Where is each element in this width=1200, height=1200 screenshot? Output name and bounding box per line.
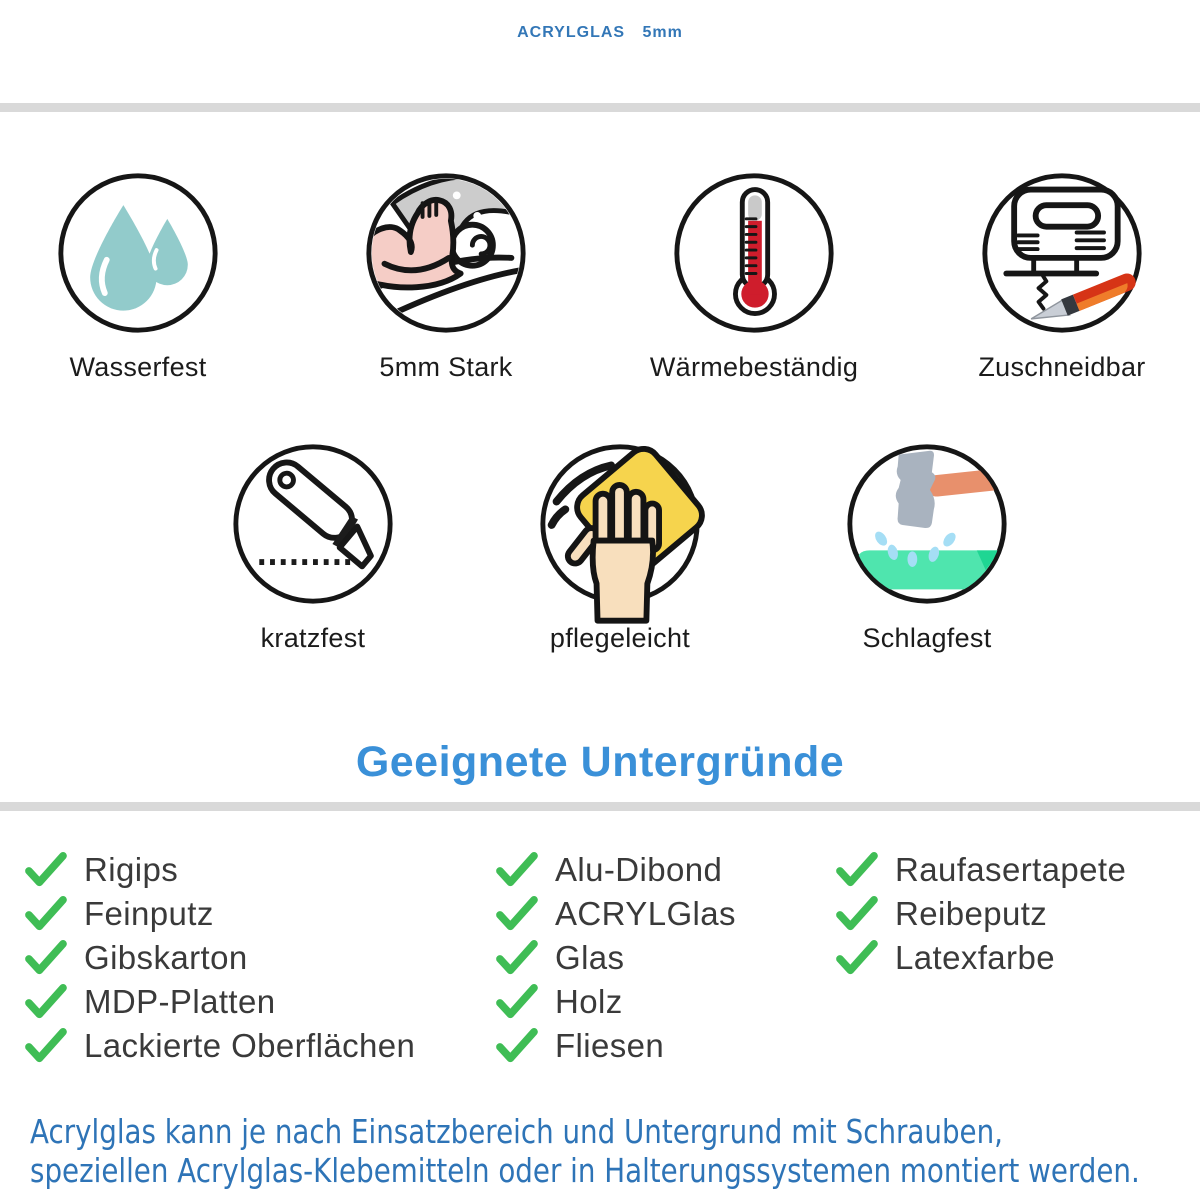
check-icon (836, 940, 878, 976)
feature-label: Zuschneidbar (978, 352, 1146, 382)
substrate-label: Fliesen (555, 1027, 665, 1064)
substrate-label: Raufasertapete (895, 851, 1127, 888)
check-icon (496, 1028, 538, 1064)
list-item (836, 936, 1126, 980)
list-item (836, 848, 1126, 892)
feature-row-1 (22, 170, 1178, 383)
feature-thickness (330, 170, 562, 383)
feature-label: Wärmebeständig (649, 352, 859, 382)
check-icon (496, 896, 538, 932)
check-icon (836, 852, 878, 888)
list-item (496, 980, 736, 1024)
list-item (25, 848, 415, 892)
substrate-label: Holz (555, 983, 623, 1020)
substrate-label: Glas (555, 939, 625, 976)
feature-waterproof (22, 170, 254, 383)
check-icon (496, 852, 538, 888)
feature-label: Wasserfest (69, 352, 207, 382)
water-drops-icon (55, 170, 221, 336)
check-icon (496, 984, 538, 1020)
check-icon (25, 1028, 67, 1064)
list-item (836, 892, 1126, 936)
jigsaw-icon (979, 170, 1145, 336)
footer-note (30, 1112, 1140, 1190)
feature-label: pflegeleicht (549, 623, 691, 653)
substrate-label: Reibeputz (895, 895, 1048, 932)
check-icon (25, 852, 67, 888)
substrate-label: ACRYLGlas (555, 895, 736, 932)
substrate-column-1 (25, 848, 415, 1068)
footer-line: Acrylglas kann je nach Einsatzbereich und Untergrund mit Schrauben, (30, 1112, 1003, 1151)
feature-impact-resistant (811, 441, 1043, 654)
substrate-column-3 (836, 848, 1126, 980)
check-icon (25, 896, 67, 932)
muscle-arm-icon (363, 170, 529, 336)
substrate-label: Feinputz (84, 895, 214, 932)
check-icon (25, 984, 67, 1020)
list-item (496, 936, 736, 980)
list-item (496, 1024, 736, 1068)
feature-label: kratzfest (260, 623, 366, 653)
feature-row-2 (197, 441, 1043, 654)
check-icon (496, 940, 538, 976)
list-item (496, 848, 736, 892)
feature-easy-care (504, 441, 736, 654)
substrate-label: Lackierte Oberflächen (84, 1027, 416, 1064)
list-item (25, 936, 415, 980)
feature-scratch-resistant (197, 441, 429, 654)
check-icon (836, 896, 878, 932)
divider (0, 802, 1200, 811)
substrate-label: MDP-Platten (84, 983, 276, 1020)
feature-label: 5mm Stark (379, 352, 513, 382)
feature-label: Schlagfest (862, 623, 992, 653)
hammer-icon (844, 441, 1010, 607)
substrate-label: Gibskarton (84, 939, 248, 976)
thermometer-icon (671, 170, 837, 336)
substrate-label: Latexfarbe (895, 939, 1055, 976)
section-title: Geeignete Untergründe (355, 738, 845, 786)
page-title: ACRYLGLAS 5mm (517, 24, 683, 41)
substrate-label: Rigips (84, 851, 179, 888)
footer-line: speziellen Acrylglas-Klebemitteln oder in Halterungssystemen montiert werden. (30, 1151, 1140, 1190)
utility-knife-icon (230, 441, 396, 607)
substrate-label: Alu-Dibond (555, 851, 723, 888)
list-item (25, 892, 415, 936)
check-icon (25, 940, 67, 976)
substrate-column-2 (496, 848, 736, 1068)
list-item (496, 892, 736, 936)
divider (0, 103, 1200, 112)
feature-cuttable (946, 170, 1178, 383)
feature-heat-resistant (638, 170, 870, 383)
cleaning-hand-icon (537, 441, 703, 607)
list-item (25, 1024, 415, 1068)
list-item (25, 980, 415, 1024)
